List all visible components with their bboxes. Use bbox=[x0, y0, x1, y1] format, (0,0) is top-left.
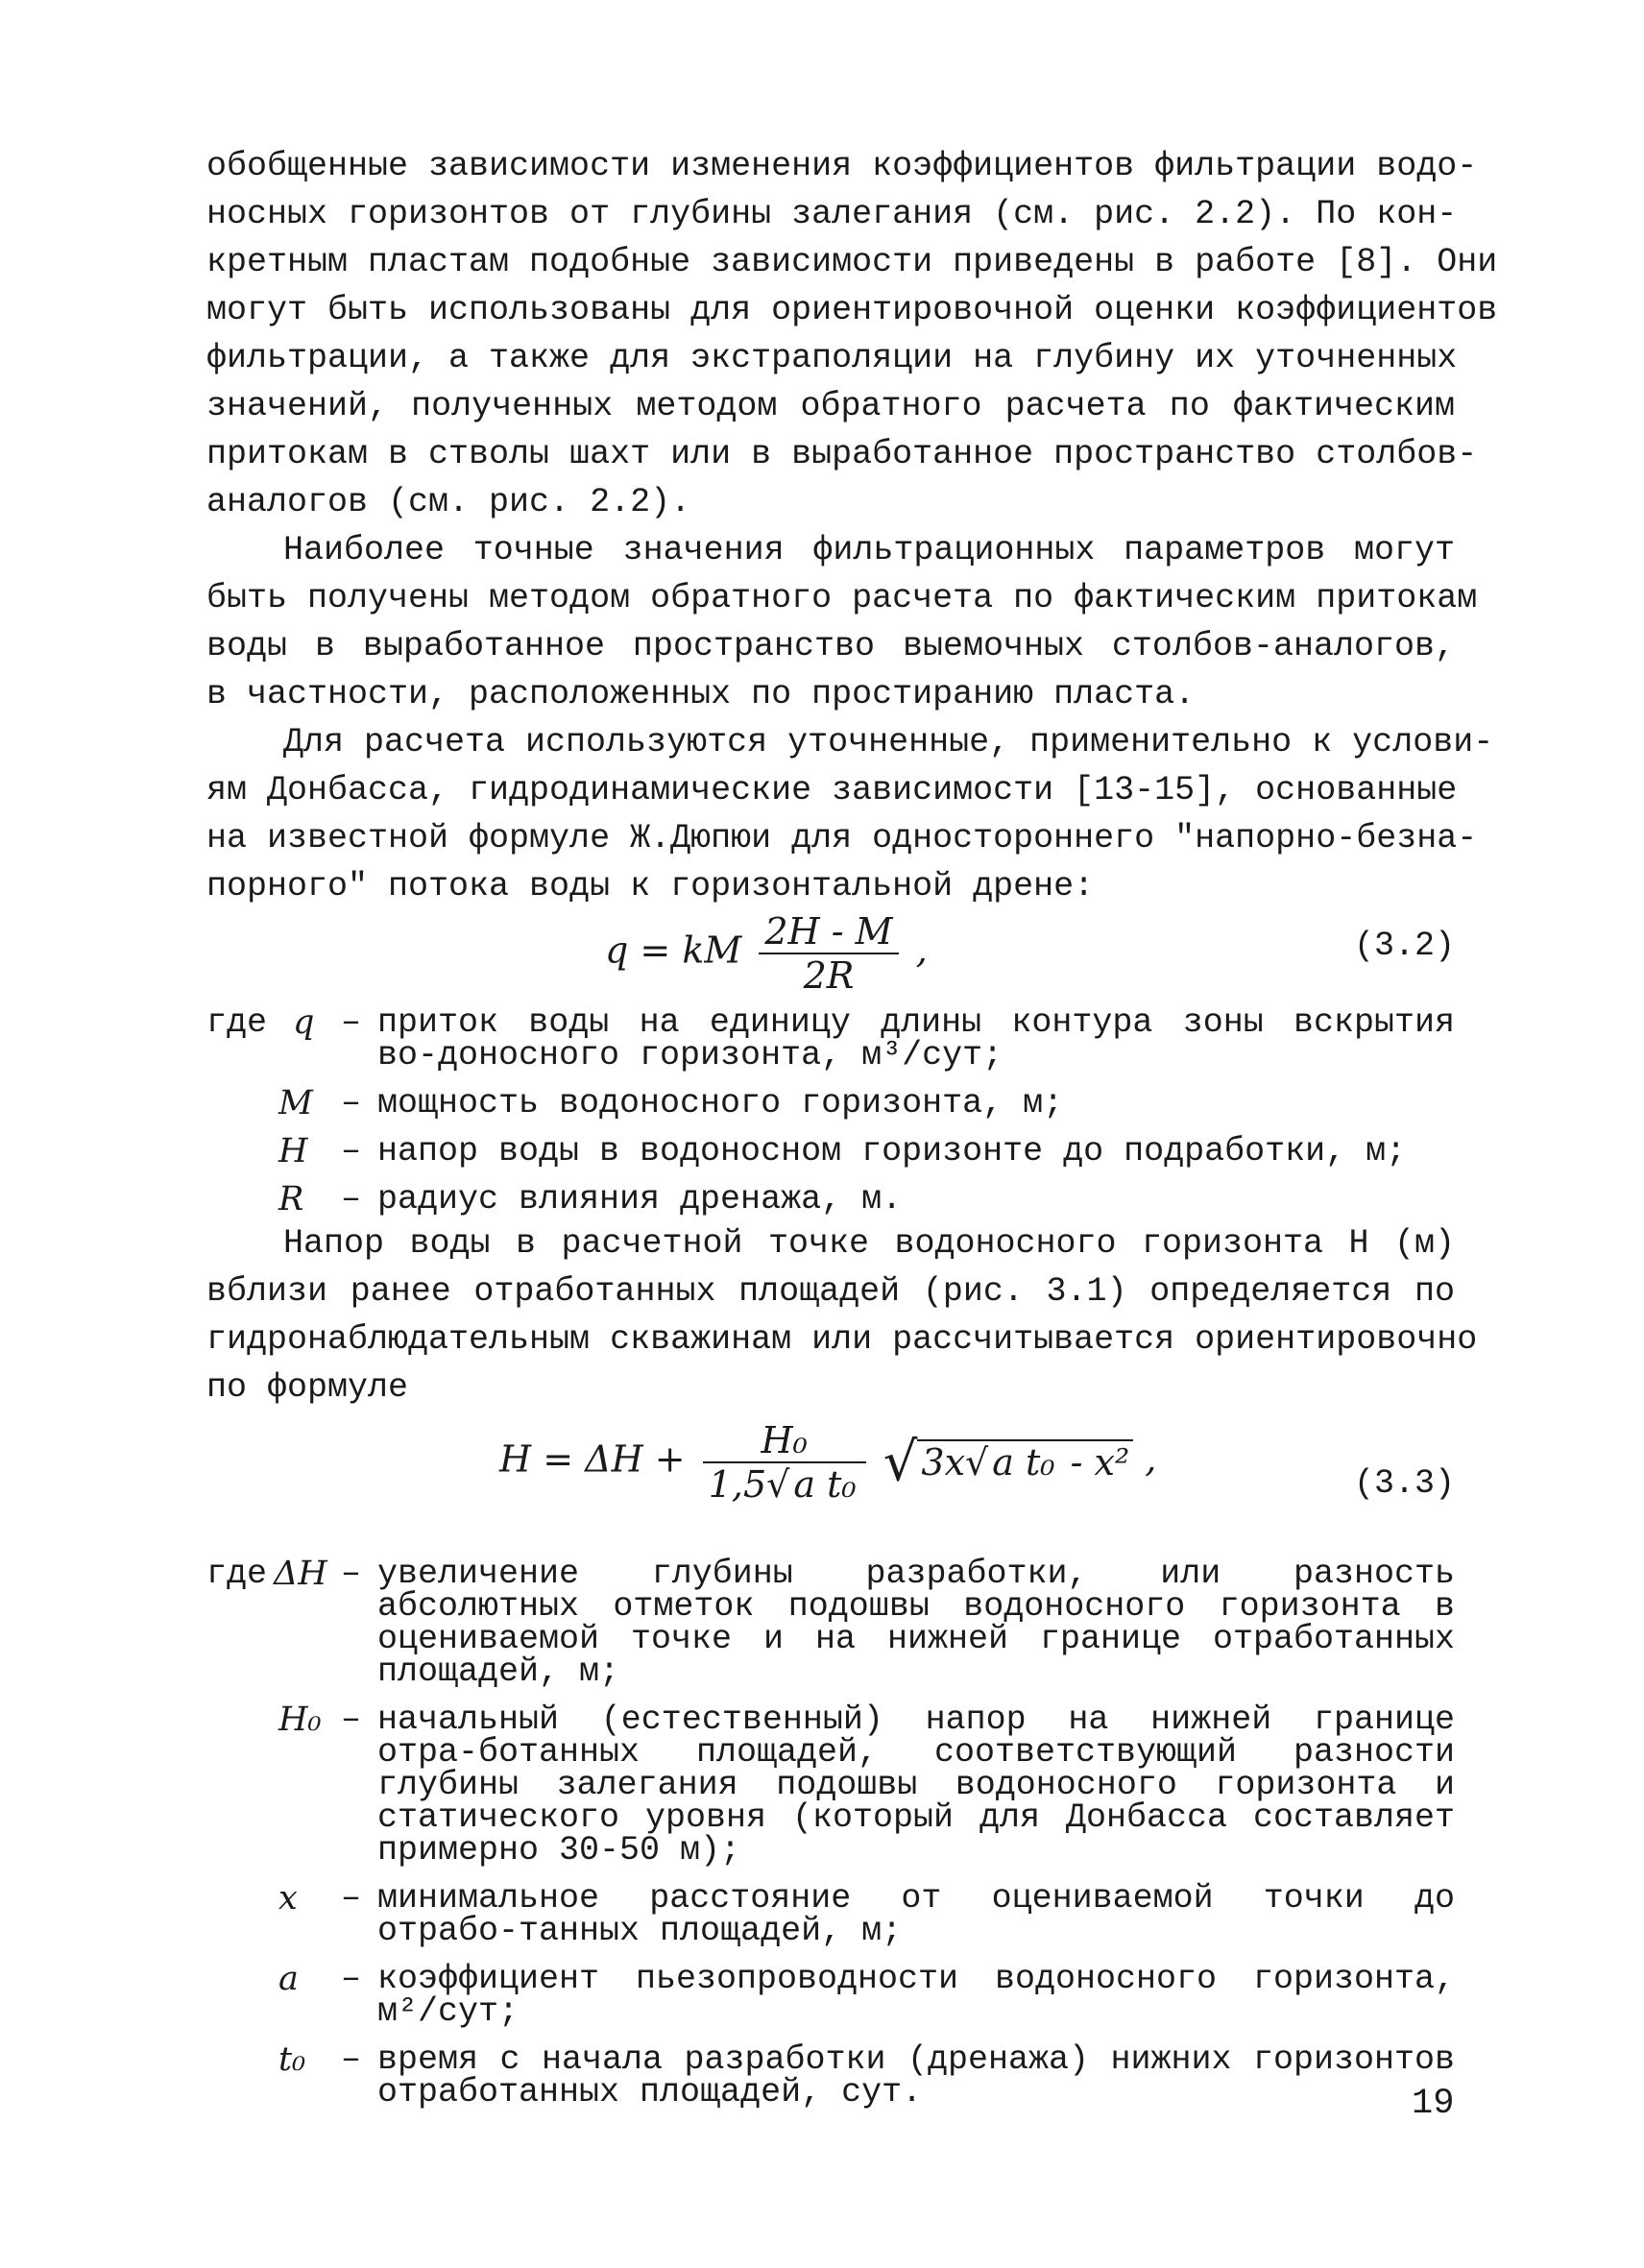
definition-dash: – bbox=[341, 1132, 362, 1170]
page-number: 19 bbox=[1412, 2084, 1455, 2124]
definitions-list-2 bbox=[206, 1557, 1455, 2124]
paragraph-3 bbox=[206, 718, 1494, 910]
text-line: на известной формуле Ж.Дюпюи для одностороннего "напорно-безна- bbox=[206, 819, 1478, 857]
text-line: Для расчета используются уточненные, применительно к услови- bbox=[283, 723, 1494, 761]
sqrt-sign: √ bbox=[766, 1463, 790, 1506]
definition-text: радиус влияния дренажа, м. bbox=[377, 1180, 903, 1218]
definition-symbol: H bbox=[278, 1132, 308, 1170]
text-line: в частности, расположенных по простиранию пласта. bbox=[206, 675, 1196, 713]
definition-text: мощность водоносного горизонта, м; bbox=[377, 1084, 1064, 1122]
definition-dash: – bbox=[341, 1960, 362, 1998]
definition-row bbox=[206, 1555, 1455, 1691]
definition-lead: где bbox=[206, 1555, 268, 1593]
definition-text: минимальное расстояние от оцениваемой точки до отрабо-танных площадей, м; bbox=[377, 1879, 1455, 1950]
formula-denominator: 2R bbox=[803, 954, 855, 997]
sqrt-radicand: 3x√ a t₀ - x² bbox=[917, 1439, 1133, 1484]
formula-numerator: 2H - M bbox=[759, 910, 898, 954]
sqrt-sign: √ bbox=[882, 1431, 918, 1494]
definition-row bbox=[206, 1879, 1455, 1950]
formula-lhs: q = kM bbox=[605, 929, 742, 972]
text-line: быть получены методом обратного расчета по фактическим притокам bbox=[206, 579, 1478, 617]
text-line: воды в выработанное пространство выемочных столбов-аналогов, bbox=[206, 627, 1455, 665]
definition-text: приток воды на единицу длины контура зоны вскрытия во-доносного горизонта, м³/сут; bbox=[377, 1003, 1455, 1074]
definition-symbol: t₀ bbox=[278, 2040, 306, 2079]
definition-dash: – bbox=[341, 1555, 362, 1593]
definition-row bbox=[206, 1084, 1455, 1122]
definition-text: время с начала разработки (дренажа) нижних горизонтов отработанных площадей, сут. bbox=[377, 2040, 1455, 2111]
definition-symbol: x bbox=[278, 1879, 298, 1918]
formula-fraction bbox=[703, 1419, 866, 1506]
definition-symbol: q bbox=[293, 1003, 315, 1042]
text-line: ям Донбасса, гидродинамические зависимости [13-15], основанные bbox=[206, 771, 1458, 809]
text-line: притокам в стволы шахт или в выработанное пространство столбов- bbox=[206, 435, 1478, 473]
equation-number-3-2: (3.2) bbox=[1354, 927, 1456, 965]
text-line: гидронаблюдательным скважинам или рассчитывается ориентировочно bbox=[206, 1320, 1478, 1359]
text-line: вблизи ранее отработанных площадей (рис. 3.1) определяется по bbox=[206, 1272, 1455, 1311]
definition-text: напор воды в водоносном горизонте до подработки, м; bbox=[377, 1132, 1407, 1170]
definition-dash: – bbox=[341, 2040, 362, 2079]
text-line: носных горизонтов от глубины залегания (см. рис. 2.2). По кон- bbox=[206, 195, 1458, 233]
definition-row bbox=[206, 1180, 1455, 1218]
definition-text: увеличение глубины разработки, или разность абсолютных отметок подошвы водоносного горизонта в оцениваемой точке и на нижней границе отработанных площадей, м; bbox=[377, 1555, 1455, 1691]
definition-row bbox=[206, 1003, 1455, 1074]
definition-symbol: H₀ bbox=[278, 1701, 322, 1739]
text-line: аналогов (см. рис. 2.2). bbox=[206, 483, 691, 521]
text-line: порного" потока воды к горизонтальной дрене: bbox=[206, 867, 1095, 905]
definition-lead: где bbox=[206, 1003, 268, 1042]
equation-number-3-3: (3.3) bbox=[1354, 1464, 1456, 1503]
definition-dash: – bbox=[341, 1879, 362, 1918]
definition-row bbox=[206, 1701, 1455, 1870]
definitions-list-1 bbox=[206, 1003, 1455, 1231]
definition-symbol: ΔH bbox=[274, 1555, 327, 1593]
formula-trail: , bbox=[1145, 1437, 1157, 1481]
text-line: обобщенные зависимости изменения коэффициентов фильтрации водо- bbox=[206, 147, 1478, 185]
text-line: по формуле bbox=[206, 1368, 409, 1407]
definition-dash: – bbox=[341, 1701, 362, 1739]
definition-row bbox=[206, 2040, 1455, 2111]
formula-numerator: H₀ bbox=[703, 1419, 866, 1463]
definition-text: коэффициент пьезопроводности водоносного горизонта, м²/сут; bbox=[377, 1960, 1455, 2031]
text-line: значений, полученных методом обратного расчета по фактическим bbox=[206, 387, 1455, 425]
definition-row bbox=[206, 1132, 1455, 1170]
definition-symbol: a bbox=[278, 1960, 299, 1998]
text-line: могут быть использованы для ориентировочной оценки коэффициентов bbox=[206, 291, 1498, 329]
definition-dash: – bbox=[341, 1003, 362, 1042]
formula-denominator: 1,5√ a t₀ bbox=[703, 1463, 866, 1506]
formula-lhs: H = ΔH + bbox=[499, 1437, 686, 1481]
formula-trail: , bbox=[915, 929, 928, 972]
paragraph-4 bbox=[206, 1219, 1478, 1411]
definition-symbol: R bbox=[278, 1180, 304, 1218]
text-line: фильтрации, а также для экстраполяции на глубину их уточненных bbox=[206, 339, 1458, 377]
definition-row bbox=[206, 1960, 1455, 2031]
text-line: Напор воды в расчетной точке водоносного горизонта H (м) bbox=[283, 1224, 1455, 1263]
paragraph-1 bbox=[206, 142, 1498, 526]
formula-3-2 bbox=[605, 910, 928, 997]
definition-dash: – bbox=[341, 1084, 362, 1122]
paragraph-2 bbox=[206, 526, 1478, 718]
definition-dash: – bbox=[341, 1180, 362, 1218]
definition-text: начальный (естественный) напор на нижней границе отра-ботанных площадей, соответствующий разности глубины залегания подошвы водоносного горизонта и статического уровня (который для Донбасса составляет примерно 30-50 м); bbox=[377, 1701, 1455, 1870]
formula-3-3 bbox=[499, 1419, 1156, 1506]
text-line: кретным пластам подобные зависимости приведены в работе [8]. Они bbox=[206, 243, 1498, 281]
definition-symbol: M bbox=[278, 1084, 313, 1122]
text-line: Наиболее точные значения фильтрационных параметров могут bbox=[283, 531, 1455, 569]
formula-fraction bbox=[759, 910, 898, 997]
